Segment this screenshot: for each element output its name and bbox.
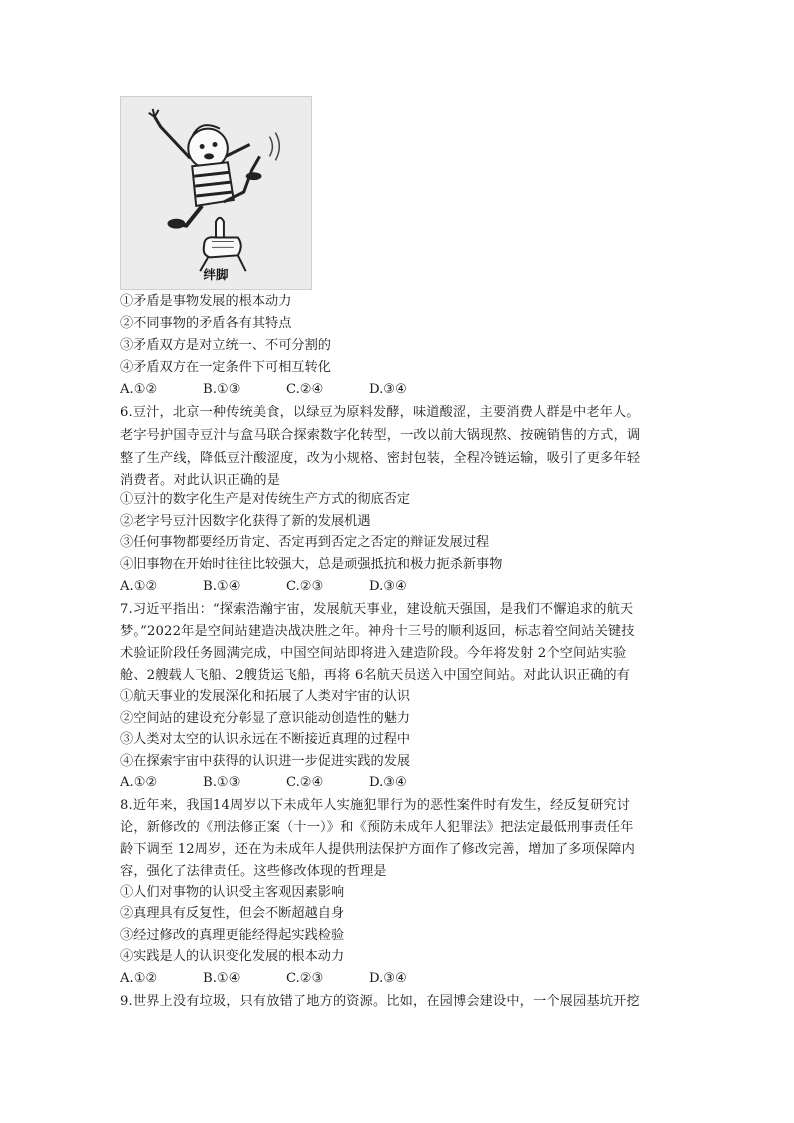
q6-option-c[interactable]: C.②③ <box>286 579 324 594</box>
q6-options <box>120 578 407 596</box>
q7-options <box>120 774 407 792</box>
q8-item-1: ①人们对事物的认识受主客观因素影响 <box>120 885 345 900</box>
q8-option-d[interactable]: D.③④ <box>369 971 407 986</box>
q8-option-a[interactable]: A.①② <box>120 971 158 986</box>
q7-item-1: ①航天事业的发展深化和拓展了人类对宇宙的认识 <box>120 689 411 704</box>
q5-item-3: ③矛盾双方是对立统一、不可分割的 <box>120 338 331 353</box>
q6-stem-line-1: 6.豆汁，北京一种传统美食，以绿豆为原料发酵，味道酸涩，主要消费人群是中老年人。 <box>120 405 640 420</box>
q7-option-c[interactable]: C.②④ <box>286 775 324 790</box>
q8-stem-line-2: 论，新修改的《刑法修正案（十一）》和《预防未成年人犯罪法》把法定最低刑事责任年 <box>120 820 634 835</box>
q7-option-a[interactable]: A.①② <box>120 775 158 790</box>
q8-option-b[interactable]: B.①④ <box>203 971 241 986</box>
q6-item-4: ④旧事物在开始时往往比较强大，总是顽强抵抗和极力扼杀新事物 <box>120 557 503 572</box>
cartoon-illustration <box>120 96 312 290</box>
q7-stem-line-2: 梦。”2022年是空间站建造决战决胜之年。神舟十三号的顺利返回，标志着空间站关键技 <box>120 624 635 639</box>
q8-option-c[interactable]: C.②③ <box>286 971 324 986</box>
q7-stem-line-1: 7.习近平指出：“探索浩瀚宇宙，发展航天事业，建设航天强国，是我们不懈追求的航天 <box>120 602 634 617</box>
q8-stem-line-1: 8.近年来，我国14周岁以下未成年人实施犯罪行为的恶性案件时有发生，经反复研究讨 <box>120 798 631 813</box>
q7-option-b[interactable]: B.①③ <box>203 775 241 790</box>
q6-option-a[interactable]: A.①② <box>120 579 158 594</box>
q8-stem-line-4: 容，强化了法律责任。这些修改体现的哲理是 <box>120 864 387 879</box>
q5-options <box>120 381 407 399</box>
q6-stem-line-3: 整了生产线，降低豆汁酸涩度，改为小规格、密封包装，全程冷链运输，吸引了更多年轻 <box>120 451 641 466</box>
q8-item-3: ③经过修改的真理更能经得起实践检验 <box>120 928 345 943</box>
q5-item-2: ②不同事物的矛盾各有其特点 <box>120 316 292 331</box>
q5-option-c[interactable]: C.②④ <box>286 382 324 397</box>
q5-option-a[interactable]: A.①② <box>120 382 158 397</box>
q5-option-d[interactable]: D.③④ <box>369 382 407 397</box>
q7-stem-line-4: 舱、2艘载人飞船、2艘货运飞船，再将 6名航天员送入中国空间站。对此认识正确的有 <box>120 668 631 683</box>
q8-stem-line-3: 龄下调至 12周岁，还在为未成年人提供刑法保护方面作了修改完善，增加了多项保障内 <box>120 842 635 857</box>
q9-stem-line-1: 9.世界上没有垃圾，只有放错了地方的资源。比如，在园博会建设中，一个展园基坑开挖 <box>120 994 640 1009</box>
q8-item-4: ④实践是人的认识变化发展的根本动力 <box>120 949 345 964</box>
q5-item-1: ①矛盾是事物发展的根本动力 <box>120 294 292 309</box>
q6-stem-line-2: 老字号护国寺豆汁与盒马联合探索数字化转型，一改以前大锅现熬、按碗销售的方式，调 <box>120 428 641 443</box>
q7-item-2: ②空间站的建设充分彰显了意识能动创造性的魅力 <box>120 711 411 726</box>
q7-option-d[interactable]: D.③④ <box>369 775 407 790</box>
q6-item-3: ③任何事物都要经历肯定、否定再到否定之否定的辩证发展过程 <box>120 535 490 550</box>
q5-item-4: ④矛盾双方在一定条件下可相互转化 <box>120 360 331 375</box>
q7-item-3: ③人类对太空的认识永远在不断接近真理的过程中 <box>120 732 411 747</box>
q7-stem-line-3: 术验证阶段任务圆满完成，中国空间站即将进入建造阶段。今年将发射 2个空间站实验 <box>120 646 627 661</box>
tripping-figure-drawing <box>121 97 311 289</box>
cartoon-caption: 绊脚 <box>203 267 229 282</box>
q7-item-4: ④在探索宇宙中获得的认识进一步促进实践的发展 <box>120 754 411 769</box>
q8-item-2: ②真理具有反复性，但会不断超越自身 <box>120 906 345 921</box>
q6-option-b[interactable]: B.①④ <box>203 579 241 594</box>
q6-item-1: ①豆汁的数字化生产是对传统生产方式的彻底否定 <box>120 492 411 507</box>
q5-option-b[interactable]: B.①③ <box>203 382 241 397</box>
q6-option-d[interactable]: D.③④ <box>369 579 407 594</box>
q8-options <box>120 970 407 988</box>
q6-item-2: ②老字号豆汁因数字化获得了新的发展机遇 <box>120 514 371 529</box>
q6-stem-line-4: 消费者。对此认识正确的是 <box>120 473 281 488</box>
